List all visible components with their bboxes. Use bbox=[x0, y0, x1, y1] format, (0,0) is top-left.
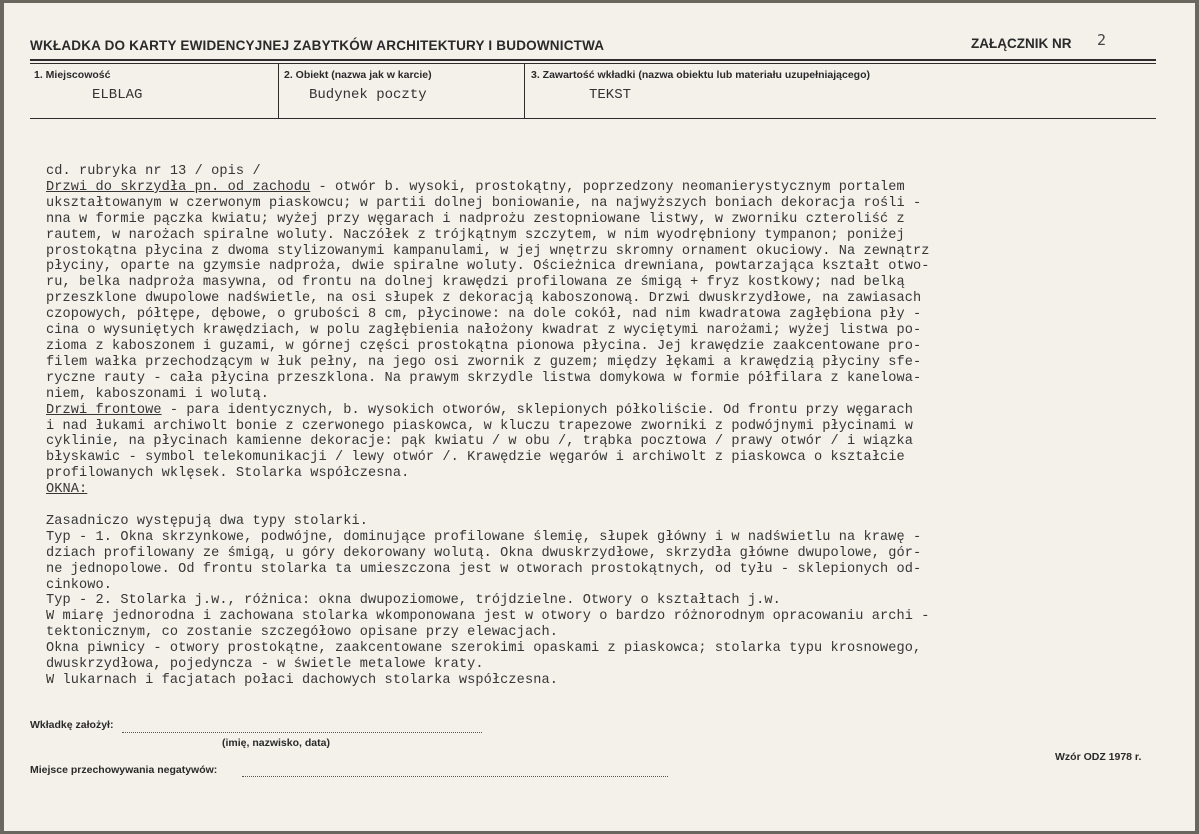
locality-label: 1. Miejscowość bbox=[34, 69, 111, 81]
created-by-line[interactable] bbox=[122, 732, 482, 733]
attachment-number: 2 bbox=[1097, 31, 1107, 49]
fields-bottom-rule bbox=[30, 118, 1156, 119]
field-divider-2 bbox=[524, 64, 525, 119]
header-rule bbox=[30, 59, 1156, 61]
form-title: WKŁADKA DO KARTY EWIDENCYJNEJ ZABYTKÓW ARCHITEKTURY I BUDOWNICTWA bbox=[30, 38, 605, 53]
section-heading-windows: OKNA: bbox=[46, 482, 88, 498]
intro-line: cd. rubryka nr 13 / opis / bbox=[46, 164, 261, 179]
field-divider-1 bbox=[278, 64, 279, 119]
object-label: 2. Obiekt (nazwa jak w karcie) bbox=[284, 69, 432, 81]
created-by-label: Wkładkę założył: bbox=[30, 719, 114, 731]
negatives-location-label: Miejsce przechowywania negatywów: bbox=[30, 764, 218, 776]
content-label: 3. Zawartość wkładki (nazwa obiektu lub materiału uzupełniającego) bbox=[531, 69, 870, 81]
west-door-text: ukształtowanym w czerwonym piaskowcu; w partii dolnej boniowanie, na najwyższych boniach dekoracja rośli - nna w formie pączka kwiatu; wyżej przy węgarach i nadprożu zestopniowane listwy, w zworniku czteroliść z rautem, w narożach spiralne woluty. Naczółek z trójkątnym szczytem, w nim wyodrębniony tympanon; poniżej prostokątna płycina z dwoma stylizowanymi kampanulami, w jej wnętrzu skromny ornament okuciowy. Na zewnątrz płyciny, oparte na gzymsie nadproża, dwie spiralne woluty. Ościeżnica drewniana, powtarzająca kształt otwo- ru, belka nadproża masywna, od frontu na dolnej krawędzi profilowana ze śmigą + fryz kostkowy; nad belką przeszklone dwupolowe nadświetle, na osi słupek z dekoracją kaboszonową. Drzwi dwuskrzydłowe, na zawiasach czopowych, półtępe, dębowe, o grubości 8 cm, płycinowe: na dole cokół, nad nim kwadratowa zagłębiona pły - cina o wysuniętych krawędziach, w polu zagłębienia nałożony kwadrat z wyciętymi narożami; wyżej listwa po- zioma z kaboszonem i guzami, w górnej części prostokątna pionowa płycina. Jej krawędzie zaakcentowane pro- filem wałka przechodzącym w łuk pełny, na jego osi zwornik z guzem; między łękami a krawędzią płyciny sfe- ryczne rauty - cała płycina przeszklona. Na prawym skrzydle listwa domykowa w formie półfilara z kanelowa- niem, kaboszonami i wolutą. bbox=[46, 195, 930, 402]
front-door-text: i nad łukami archiwolt bonie z czerwonego piaskowca, w kluczu trapezowe zworniki z podwójnymi płycinami w cyklinie, na płycinach kamienne dekoracje: pąk kwiatu / w obu /, trąbka pocztowa / prawy otwór / i wiązka błyskawic - symbol telekomunikacji / lewy otwór /. Krawędzie węgarów i archiwolt z piaskowca o kształcie profilowanych wklęsek. Stolarka współczesna. bbox=[46, 418, 914, 482]
negatives-location-line[interactable] bbox=[242, 776, 668, 777]
locality-value[interactable]: ELBLAG bbox=[92, 87, 143, 103]
front-door-text-first: - para identycznych, b. wysokich otworów, sklepionych półkoliście. Od frontu przy węgarach bbox=[161, 402, 914, 418]
form-sheet bbox=[4, 3, 1195, 831]
content-value[interactable]: TEKST bbox=[589, 87, 632, 103]
object-value[interactable]: Budynek poczty bbox=[309, 87, 427, 103]
windows-text: Zasadniczo występują dwa typy stolarki. Typ - 1. Okna skrzynkowe, podwójne, dominujące profilowane ślemię, słupek główny i w nadświetlu na krawę - dziach profilowany ze śmigą, u góry dekorowany wolutą. Okna dwuskrzydłowe, skrzydła główne dwupolowe, gór- ne jednopolowe. Od frontu stolarka ta umieszczona jest w otworach prostokątnych, od tyłu - sklepionych od- cinkowo. Typ - 2. Stolarka j.w., różnica: okna dwupoziomowe, trójdzielne. Otwory o kształtach j.w. W miarę jednorodna i zachowana stolarka wkomponowana jest w otwory o bardzo różnorodnym opracowaniu archi - tektonicznym, co zostanie szczegółowo opisane przy elewacjach. Okna piwnicy - otwory prostokątne, zaakcentowane szerokimi opaskami z piaskowca; stolarka typu krosnowego, dwuskrzydłowa, pojedyncza - w świetle metalowe kraty. W lukarnach i facjatach połaci dachowych stolarka współczesna. bbox=[46, 513, 930, 688]
form-template-note: Wzór ODZ 1978 r. bbox=[1055, 751, 1142, 763]
header-rule-thin bbox=[30, 63, 1156, 64]
west-door-text-first: - otwór b. wysoki, prostokątny, poprzedzony neomanierystycznym portalem bbox=[310, 179, 905, 195]
section-heading-west-door: Drzwi do skrzydła pn. od zachodu bbox=[46, 179, 311, 195]
created-by-hint: (imię, nazwisko, data) bbox=[222, 737, 330, 749]
attachment-label: ZAŁĄCZNIK NR bbox=[971, 36, 1072, 51]
section-heading-front-door: Drzwi frontowe bbox=[46, 402, 162, 418]
description-text bbox=[46, 164, 1136, 689]
